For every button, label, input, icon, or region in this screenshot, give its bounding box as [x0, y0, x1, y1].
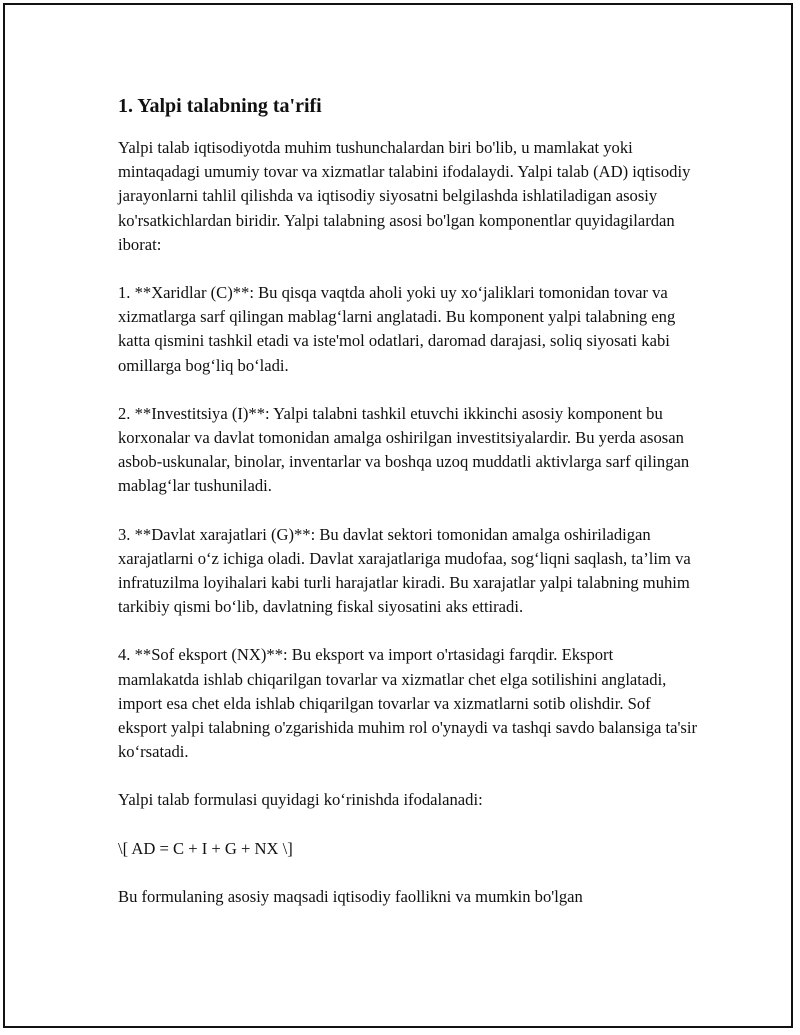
paragraph-intro: Yalpi talab iqtisodiyotda muhim tushunchalardan biri bo'lib, u mamlakat yoki mintaqadagi umumiy tovar va xizmatlar talabini ifodalaydi. Yalpi talab (AD) iqtisodiy jarayonlarni tahlil qilishda va iqtisodiy siyosatni belgilashda ishlatiladigan asosiy ko'rsatkichlardan biridir. Yalpi talabning asosi bo'lgan komponentlar quyidagilardan iborat:: [118, 138, 691, 254]
paragraph-consumption: 1. **Xaridlar (C)**: Bu qisqa vaqtda aholi yoki uy xo‘jaliklari tomonidan tovar va xizmatlarga sarf qilingan mablag‘larni anglatadi. Bu komponent yalpi talabning eng katta qismini tashkil etadi va iste'mol odatlari, daromad darajasi, soliq siyosati kabi omillarga bog‘liq bo‘ladi.: [118, 283, 676, 375]
paragraph-government-spending: 3. **Davlat xarajatlari (G)**: Bu davlat sektori tomonidan amalga oshiriladigan xarajatlarni o‘z ichiga oladi. Davlat xarajatlariga mudofaa, sog‘liqni saqlash, ta’lim va infratuzilma loyihalari kabi turli harajatlar kiradi. Bu xarajatlar yalpi talabning muhim tarkibiy qismi bo‘lib, davlatning fiskal siyosatini aks ettiradi.: [118, 524, 691, 617]
document-title: 1. Yalpi talabning ta'rifi: [118, 95, 322, 117]
paragraph-formula-intro: Yalpi talab formulasi quyidagi ko‘rinishda ifodalanadi:: [118, 790, 483, 810]
formula-line: \[ AD = C + I + G + NX \]: [118, 838, 293, 858]
paragraph-investment: 2. **Investitsiya (I)**: Yalpi talabni tashkil etuvchi ikkinchi asosiy komponent bu korxonalar va davlat tomonidan amalga oshirilgan investitsiyalardir. Bu yerda asosan asbob-uskunalar, binolar, inventarlar va boshqa uzoq muddatli aktivlarga sarf qilingan mablag‘lar tushuniladi.: [118, 403, 690, 496]
paragraph-formula-purpose: Bu formulaning asosiy maqsadi iqtisodiy faollikni va mumkin bo'lgan: [118, 886, 583, 906]
paragraph-net-exports: 4. **Sof eksport (NX)**: Bu eksport va import o'rtasidagi farqdir. Eksport mamlakatda ishlab chiqarilgan tovarlar va xizmatlar chet elga sotilishini anglatadi, import esa chet elda ishlab chiqarilgan tovarlar va xizmatlarni sotib olishdir. Sof eksport yalpi talabning o'zgarishida muhim rol o'ynaydi va tashqi savdo balansiga ta'sir ko‘rsatadi.: [118, 645, 698, 762]
document-body: [118, 92, 698, 933]
